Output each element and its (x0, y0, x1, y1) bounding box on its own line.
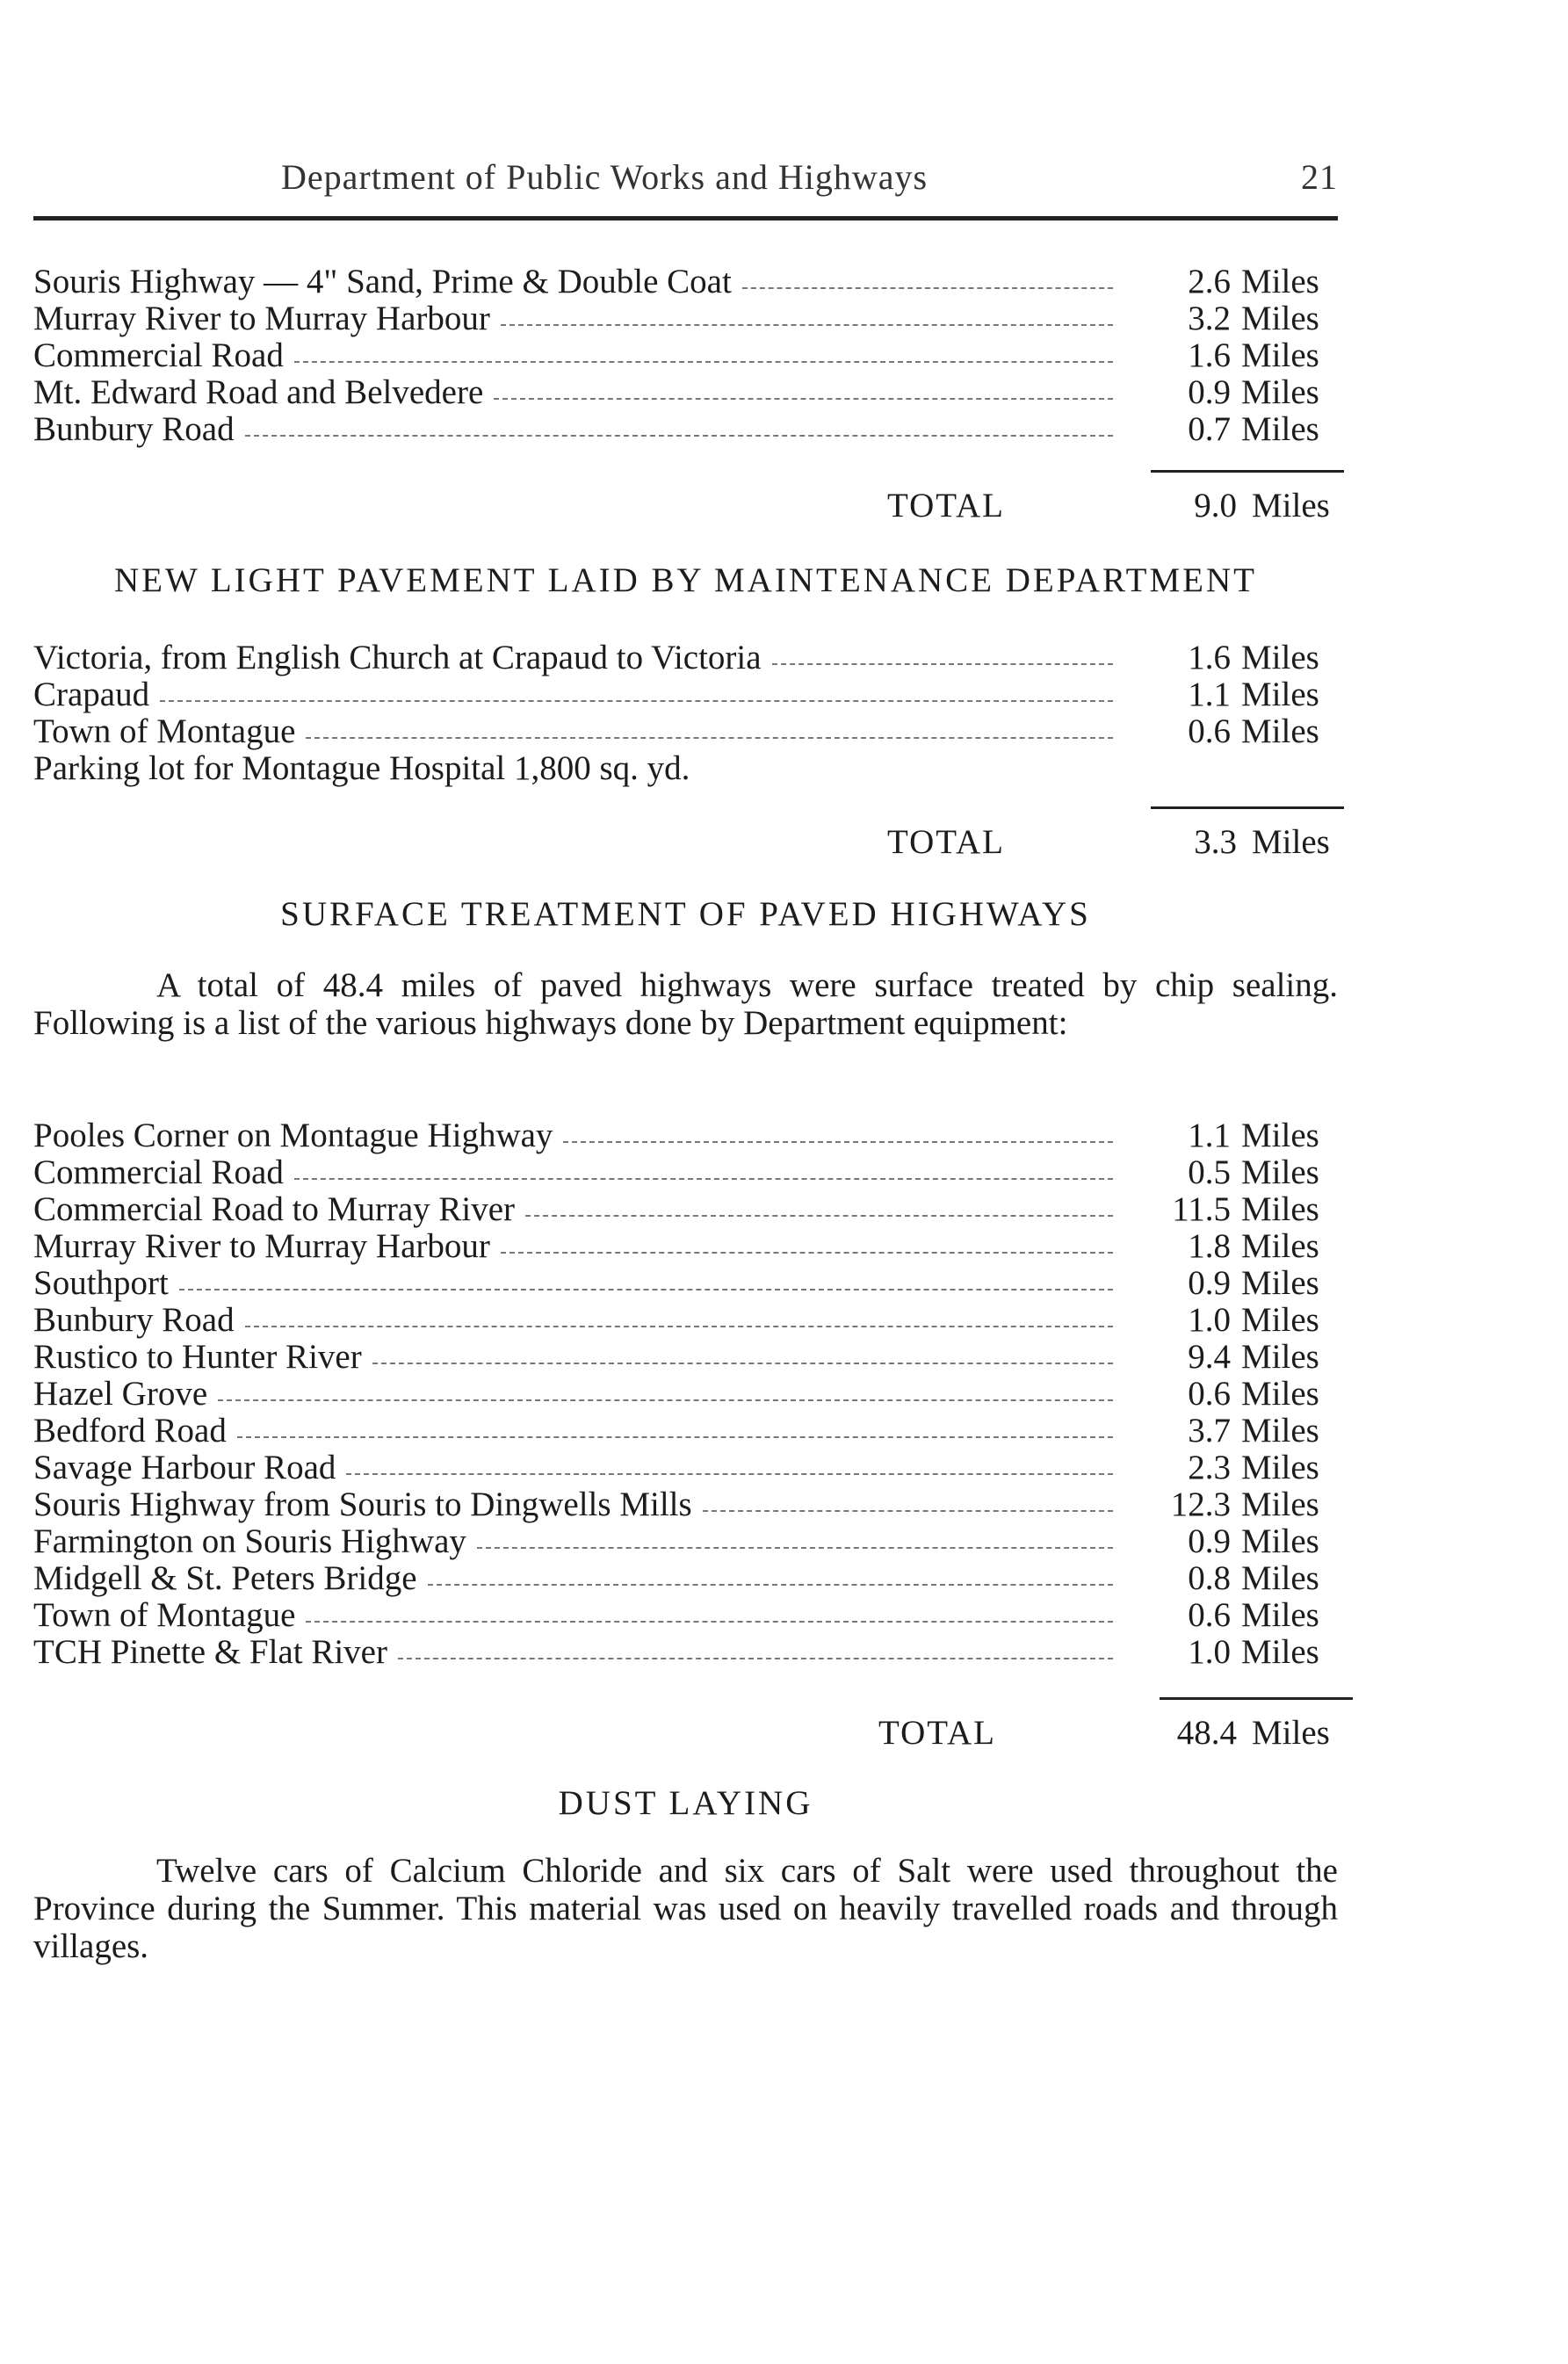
road-name: Souris Highway from Souris to Dingwells Mills (33, 1486, 692, 1523)
mileage-unit: Miles (1241, 373, 1319, 411)
mileage-value: 1.6 (1188, 336, 1231, 374)
dot-leader (525, 1215, 1113, 1217)
list-item (33, 374, 1338, 411)
dot-leader (703, 1510, 1113, 1512)
list-item (33, 1597, 1338, 1634)
paragraph-text: A total of 48.4 miles of paved highways were surface treated by chip sealing. Following is a list of the various highways done by Department equipment: (33, 966, 1338, 1042)
mileage-value: 3.7 (1188, 1412, 1231, 1449)
list-item (33, 640, 1338, 676)
dot-leader (237, 1436, 1113, 1438)
list-item (33, 1413, 1338, 1449)
mileage-unit: Miles (1241, 1301, 1319, 1339)
mileage-value: 1.0 (1188, 1633, 1231, 1671)
list-item (33, 1302, 1338, 1339)
parking-lot-note: Parking lot for Montague Hospital 1,800 sq. yd. (33, 749, 690, 787)
list-item (33, 1228, 1338, 1265)
mileage-value: 0.6 (1188, 1596, 1231, 1634)
mileage-unit: Miles (1241, 676, 1319, 713)
page-header-title: Department of Public Works and Highways (281, 157, 929, 197)
section-heading: SURFACE TREATMENT OF PAVED HIGHWAYS (280, 895, 1091, 933)
mileage-value: 1.1 (1188, 676, 1231, 713)
dot-leader (563, 1141, 1113, 1143)
mileage-unit: Miles (1241, 1412, 1319, 1449)
dot-leader (428, 1584, 1113, 1586)
road-name: Murray River to Murray Harbour (33, 1227, 490, 1265)
road-name: Commercial Road (33, 1153, 284, 1191)
mileage-value: 9.4 (1188, 1338, 1231, 1376)
mileage-unit: Miles (1241, 1190, 1319, 1228)
total-value: 48.4 (1176, 1714, 1237, 1752)
mileage-unit: Miles (1241, 1559, 1319, 1597)
road-name: Commercial Road to Murray River (33, 1190, 516, 1228)
section-heading: NEW LIGHT PAVEMENT LAID BY MAINTENANCE DEPARTMENT (114, 561, 1257, 599)
road-name: Town of Montague (33, 712, 296, 750)
list-item (33, 337, 1338, 374)
mileage-value: 0.7 (1188, 410, 1231, 448)
mileage-unit: Miles (1241, 712, 1319, 750)
dot-leader (245, 435, 1113, 437)
list-item (33, 1265, 1338, 1302)
total-label: TOTAL (887, 823, 1005, 861)
dot-leader (742, 287, 1113, 289)
dot-leader (501, 324, 1113, 326)
mileage-value: 1.6 (1188, 639, 1231, 676)
dot-leader (494, 398, 1113, 400)
mileage-value: 2.6 (1188, 263, 1231, 300)
mileage-value: 1.8 (1188, 1227, 1231, 1265)
list-item (33, 676, 1338, 713)
body-paragraph (33, 966, 1338, 1042)
mileage-unit: Miles (1241, 1633, 1319, 1671)
road-name: Mt. Edward Road and Belvedere (33, 373, 484, 411)
dot-leader (501, 1252, 1113, 1254)
mileage-unit: Miles (1241, 1117, 1319, 1154)
road-name: Pooles Corner on Montague Highway (33, 1117, 553, 1154)
mileage-value: 12.3 (1170, 1486, 1231, 1523)
road-name: Town of Montague (33, 1596, 296, 1634)
page-number: 21 (1301, 157, 1338, 197)
dot-leader (372, 1363, 1113, 1364)
list-item (33, 750, 1338, 787)
mileage-value: 0.9 (1188, 373, 1231, 411)
dot-leader (160, 700, 1113, 702)
road-name: Souris Highway — 4" Sand, Prime & Double Coat (33, 263, 732, 300)
road-name: Hazel Grove (33, 1375, 208, 1413)
mileage-value: 0.9 (1188, 1522, 1231, 1560)
mileage-unit: Miles (1241, 1153, 1319, 1191)
mileage-unit: Miles (1241, 1264, 1319, 1302)
mileage-unit: Miles (1241, 1338, 1319, 1376)
list-item (33, 1191, 1338, 1228)
mileage-unit: Miles (1241, 336, 1319, 374)
road-name: Commercial Road (33, 336, 284, 374)
list-item (33, 1339, 1338, 1376)
running-head (33, 156, 1338, 198)
road-name: Bunbury Road (33, 410, 235, 448)
mileage-unit: Miles (1241, 1596, 1319, 1634)
list-item (33, 1634, 1338, 1671)
mileage-value: 0.9 (1188, 1264, 1231, 1302)
dot-leader (218, 1399, 1113, 1401)
mileage-value: 11.5 (1172, 1190, 1231, 1228)
mileage-unit: Miles (1241, 410, 1319, 448)
list-item (33, 1449, 1338, 1486)
road-name: Midgell & St. Peters Bridge (33, 1559, 417, 1597)
mileage-unit: Miles (1241, 1375, 1319, 1413)
dot-leader (245, 1326, 1113, 1327)
section2-list (33, 640, 1338, 787)
section3-list (33, 1117, 1338, 1671)
total-value: 3.3 (1194, 823, 1237, 861)
road-name: Rustico to Hunter River (33, 1338, 362, 1376)
mileage-value: 2.3 (1188, 1449, 1231, 1486)
dot-leader (398, 1658, 1113, 1659)
road-name: Bedford Road (33, 1412, 227, 1449)
mileage-unit: Miles (1241, 1227, 1319, 1265)
dot-leader (306, 737, 1113, 739)
list-item (33, 1154, 1338, 1191)
list-item (33, 300, 1338, 337)
list-item (33, 1486, 1338, 1523)
mileage-value: 1.0 (1188, 1301, 1231, 1339)
dot-leader (772, 663, 1113, 665)
road-name: TCH Pinette & Flat River (33, 1633, 387, 1671)
mileage-value: 0.6 (1188, 712, 1231, 750)
total-unit: Miles (1252, 1714, 1330, 1752)
total-value: 9.0 (1194, 487, 1237, 524)
mileage-value: 3.2 (1188, 300, 1231, 337)
list-item (33, 1560, 1338, 1597)
dot-leader (477, 1547, 1113, 1549)
total-label: TOTAL (878, 1714, 996, 1752)
list-item (33, 713, 1338, 750)
road-name: Victoria, from English Church at Crapaud to Victoria (33, 639, 762, 676)
section1-list (33, 264, 1338, 448)
list-item (33, 1117, 1338, 1154)
mileage-unit: Miles (1241, 300, 1319, 337)
mileage-unit: Miles (1241, 1522, 1319, 1560)
road-name: Savage Harbour Road (33, 1449, 336, 1486)
header-rule (33, 216, 1338, 220)
dot-leader (294, 361, 1113, 363)
mileage-unit: Miles (1241, 639, 1319, 676)
mileage-unit: Miles (1241, 1486, 1319, 1523)
road-name: Farmington on Souris Highway (33, 1522, 466, 1560)
road-name: Crapaud (33, 676, 150, 713)
dot-leader (346, 1473, 1113, 1475)
mileage-unit: Miles (1241, 263, 1319, 300)
body-paragraph (33, 1852, 1338, 1965)
road-name: Bunbury Road (33, 1301, 235, 1339)
list-item (33, 1523, 1338, 1560)
mileage-value: 0.6 (1188, 1375, 1231, 1413)
total-rule (1160, 1697, 1353, 1700)
paragraph-text: Twelve cars of Calcium Chloride and six cars of Salt were used throughout the Province during the Summer. This material was used on heavily travelled roads and through villages. (33, 1852, 1338, 1965)
total-rule (1151, 806, 1344, 809)
road-name: Southport (33, 1264, 169, 1302)
list-item (33, 1376, 1338, 1413)
section-heading: DUST LAYING (558, 1784, 813, 1822)
dot-leader (179, 1289, 1113, 1290)
mileage-value: 0.5 (1188, 1153, 1231, 1191)
total-unit: Miles (1252, 487, 1330, 524)
road-name: Murray River to Murray Harbour (33, 300, 490, 337)
mileage-unit: Miles (1241, 1449, 1319, 1486)
mileage-value: 0.8 (1188, 1559, 1231, 1597)
list-item (33, 411, 1338, 448)
total-label: TOTAL (887, 487, 1005, 524)
total-unit: Miles (1252, 823, 1330, 861)
dot-leader (294, 1178, 1113, 1180)
mileage-value: 1.1 (1188, 1117, 1231, 1154)
total-rule (1151, 470, 1344, 473)
list-item (33, 264, 1338, 300)
dot-leader (306, 1621, 1113, 1623)
